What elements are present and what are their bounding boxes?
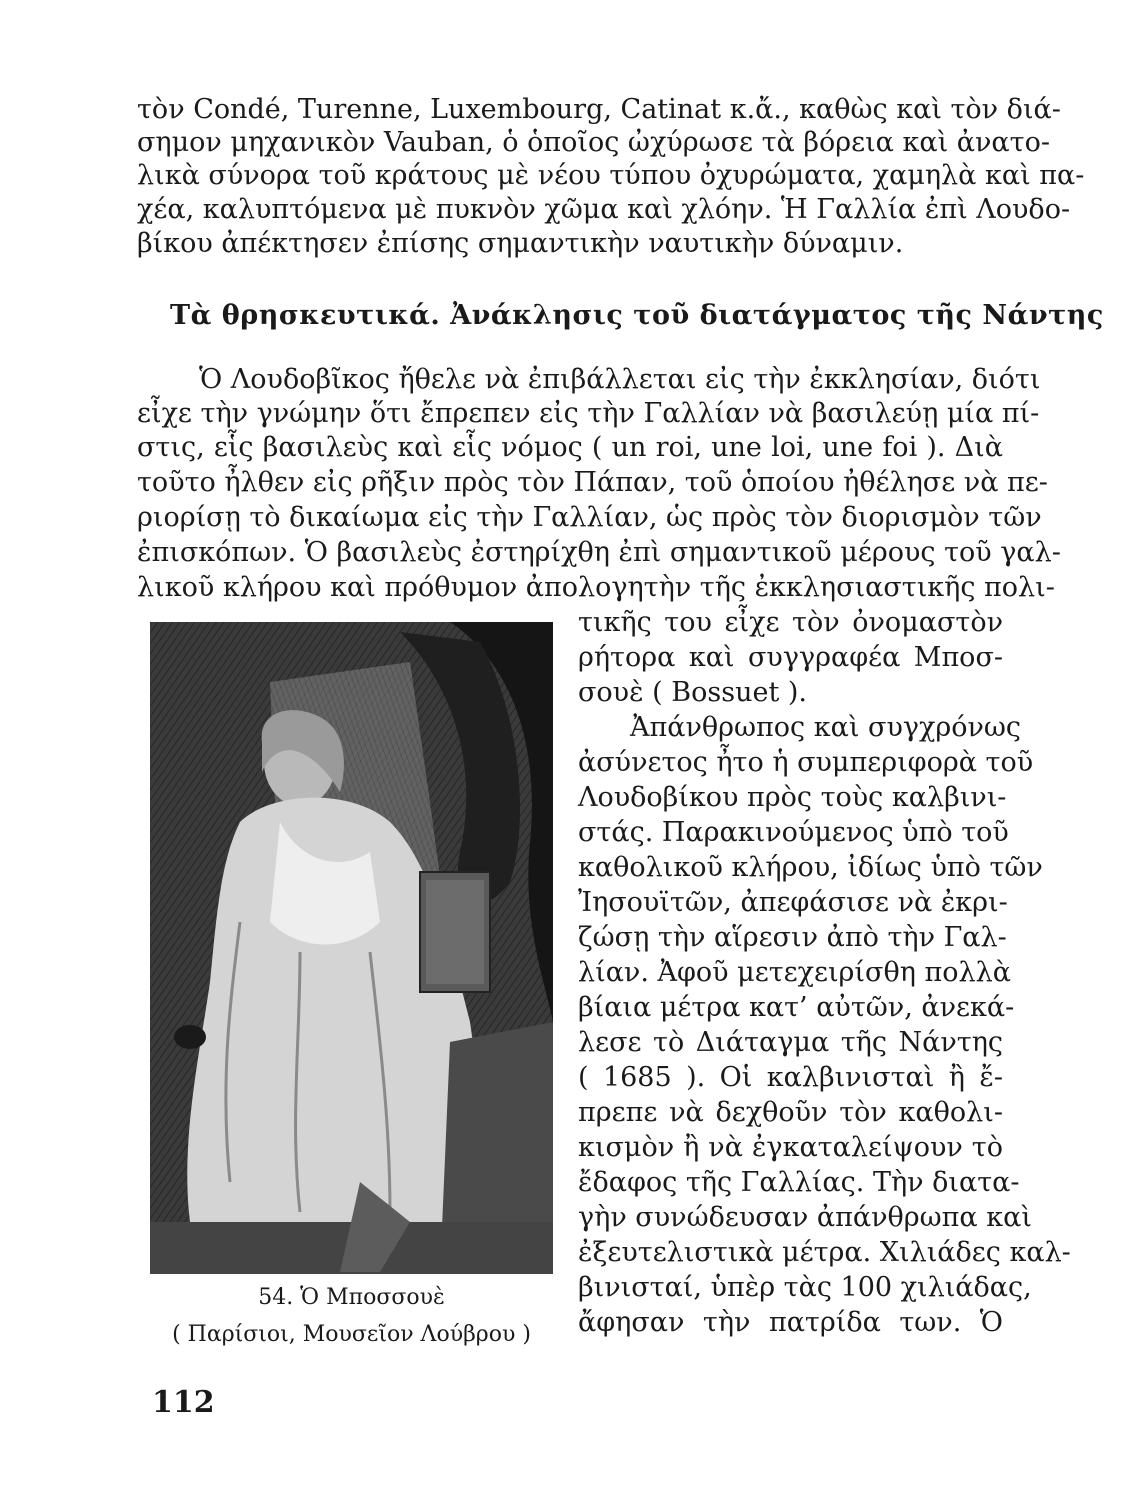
column-line: ἄφησαν τὴν πατρίδα των. Ὁ	[578, 1307, 1003, 1338]
column-line: ζώσῃ τὴν αἵρεσιν ἀπὸ τὴν Γαλ-	[578, 922, 1007, 953]
column-line: πρεπε νὰ δεχθοῦν τὸν καθολι-	[578, 1097, 1003, 1128]
column-line: βινισταί, ὑπὲρ τὰς 100 χιλιάδας,	[578, 1272, 1032, 1303]
section-line: ἐπισκόπων. Ὁ βασιλεὺς ἐστηρίχθη ἐπὶ σημαντικοῦ μέρους τοῦ γαλ-	[137, 537, 1061, 568]
column-line: Λουδοβίκου πρὸς τοὺς καλβινι-	[578, 782, 1007, 813]
page-number: 112	[152, 1385, 215, 1420]
section-line: εἶχε τὴν γνώμην ὅτι ἔπρεπεν εἰς τὴν Γαλλίαν νὰ βασιλεύῃ μία πί-	[137, 398, 1040, 429]
column-line: σουὲ ( Bossuet ).	[578, 677, 808, 708]
column-line: ἐξευτελιστικὰ μέτρα. Χιλιάδες καλ-	[578, 1237, 1071, 1268]
intro-line: τὸν Condé, Turenne, Luxembourg, Catinat κ.ἄ., καθὼς καὶ τὸν διά-	[137, 94, 1061, 125]
section-line: στις, εἷς βασιλεὺς καὶ εἷς νόμος ( un roi, une loi, une foi ). Διὰ	[137, 432, 1003, 463]
column-line: ρήτορα καὶ συγγραφέα Μποσ-	[578, 642, 1003, 673]
column-line: ( 1685 ). Οἱ καλβινισταὶ ἢ ἔ-	[578, 1062, 1003, 1093]
section-line: Ὁ Λουδοβῖκος ἤθελε νὰ ἐπιβάλλεται εἰς τὴν ἐκκλησίαν, διότι	[199, 364, 1041, 395]
column-line: γὴν συνώδευσαν ἀπάνθρωπα καὶ	[578, 1202, 1032, 1233]
column-line: καθολικοῦ κλήρου, ἰδίως ὑπὸ τῶν	[578, 852, 1043, 883]
column-line: Ἰησουϊτῶν, ἀπεφάσισε νὰ ἐκρι-	[578, 887, 1008, 918]
section-line: λικοῦ κλήρου καὶ πρόθυμον ἀπολογητὴν τῆς ἐκκλησιαστικῆς πολι-	[137, 572, 1055, 603]
column-line: ἔδαφος τῆς Γαλλίας. Τὴν διατα-	[578, 1167, 1020, 1198]
column-line: τικῆς του εἶχε τὸν ὀνομαστὸν	[578, 607, 1003, 638]
intro-line: χέα, καλυπτόμενα μὲ πυκνὸν χῶμα καὶ χλόην. Ἡ Γαλλία ἐπὶ Λουδο-	[137, 194, 1071, 225]
section-line: τοῦτο ἦλθεν εἰς ρῆξιν πρὸς τὸν Πάπαν, τοῦ ὁποίου ἠθέλησε νὰ πε-	[137, 467, 1048, 498]
section-line: ριορίσῃ τὸ δικαίωμα εἰς τὴν Γαλλίαν, ὡς πρὸς τὸν διορισμὸν τῶν	[137, 502, 1042, 533]
column-line: Ἀπάνθρωπος καὶ συγχρόνως	[630, 712, 1022, 743]
column-line: λίαν. Ἀφοῦ μετεχειρίσθη πολλὰ	[578, 957, 1011, 988]
intro-line: λικὰ σύνορα τοῦ κράτους μὲ νέου τύπου ὀχυρώματα, χαμηλὰ καὶ πα-	[137, 160, 1085, 191]
column-line: λεσε τὸ Διάταγμα τῆς Νάντης	[578, 1027, 1003, 1058]
portrait-engraving	[150, 622, 553, 1274]
intro-line: σημον μηχανικὸν Vauban, ὁ ὁποῖος ὠχύρωσε τὰ βόρεια καὶ ἀνατο-	[137, 127, 1050, 158]
figure-caption: 54. Ὁ Μποσσουὲ	[258, 1285, 445, 1310]
column-line: κισμὸν ἢ νὰ ἐγκαταλείψουν τὸ	[578, 1132, 1003, 1163]
intro-line: βίκου ἀπέκτησεν ἐπίσης σημαντικὴν ναυτικὴν δύναμιν.	[137, 228, 904, 259]
portrait-engraving-icon	[150, 622, 553, 1274]
figure-credit: ( Παρίσιοι, Μουσεῖον Λούβρου )	[172, 1322, 531, 1347]
column-line: βίαια μέτρα κατ’ αὐτῶν, ἀνεκά-	[578, 992, 1015, 1023]
column-line: στάς. Παρακινούμενος ὑπὸ τοῦ	[578, 817, 1009, 848]
column-line: ἀσύνετος ἦτο ἡ συμπεριφορὰ τοῦ	[578, 747, 1034, 778]
section-heading: Τὰ θρησκευτικά. Ἀνάκλησις τοῦ διατάγματος τῆς Νάντης	[170, 300, 1104, 331]
